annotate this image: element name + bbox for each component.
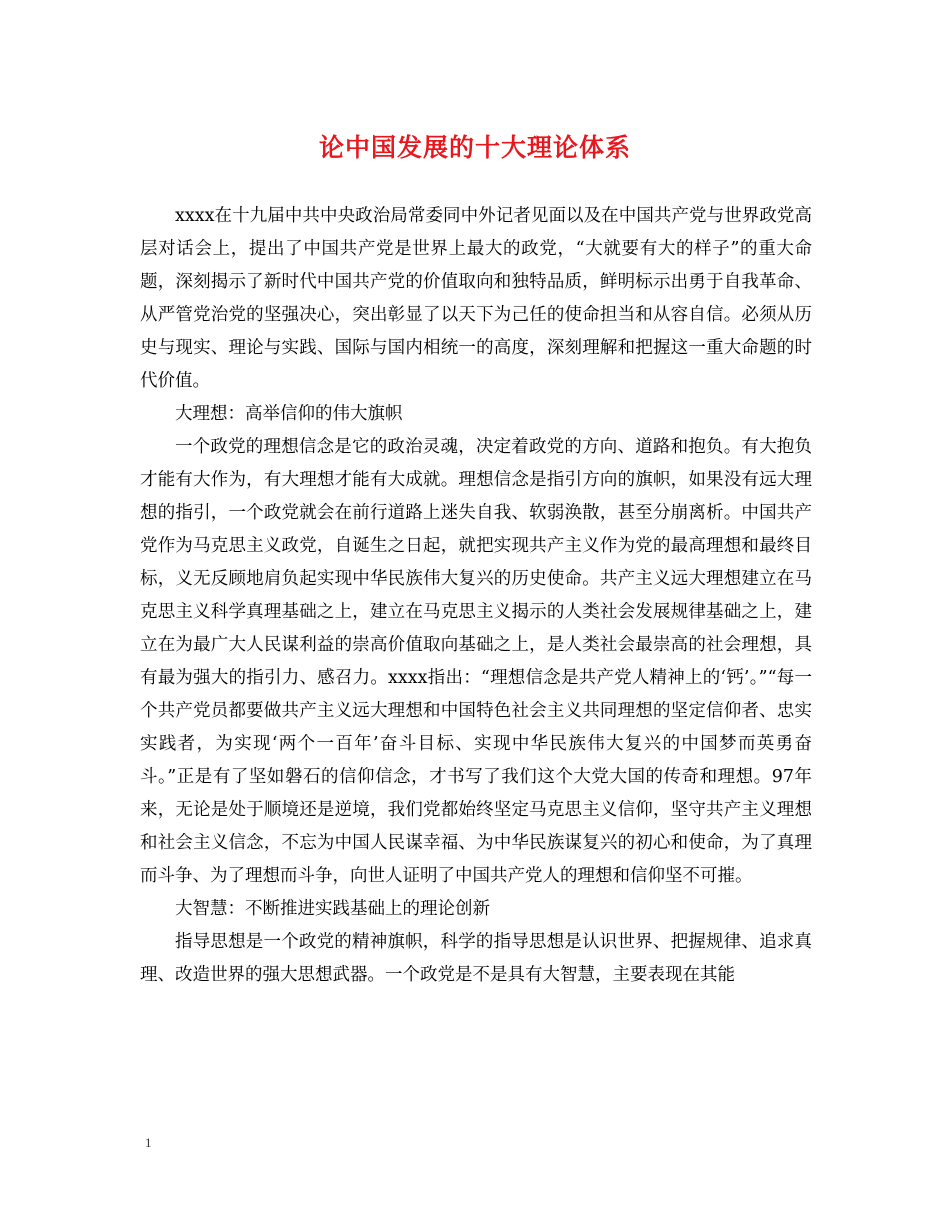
section-heading-wisdom: 大智慧：不断推进实践基础上的理论创新 <box>175 899 490 919</box>
paragraph-wisdom: 指导思想是一个政党的精神旗帜，科学的指导思想是认识世界、把握规律、追求真理、改造世界的强大思想武器。一个政党是不是具有大智慧，主要表现在其能 <box>140 932 812 985</box>
section-heading-ideal: 大理想：高举信仰的伟大旗帜 <box>175 404 403 424</box>
paragraph-intro: xxxx在十九届中共中央政治局常委同中外记者见面以及在中国共产党与世界政党高层对话会上，提出了中国共产党是世界上最大的政党，“大就要有大的样子”的重大命题，深刻揭示了新时代中国共产党的价值取向和独特品质，鲜明标示出勇于自我革命、从严管党治党的坚强决心，突出彰显了以天下为己任的使命担当和从容自信。必须从历史与现实、理论与实践、国际与国内相统一的高度，深刻理解和把握这一重大命题的时代价值。 <box>140 206 812 391</box>
page-number: 1 <box>145 1135 152 1150</box>
document-body <box>140 200 812 992</box>
document-title: 论中国发展的十大理论体系 <box>318 133 631 162</box>
paragraph-ideal: 一个政党的理想信念是它的政治灵魂，决定着政党的方向、道路和抱负。有大抱负才能有大作为，有大理想才能有大成就。理想信念是指引方向的旗帜，如果没有远大理想的指引，一个政党就会在前行道路上迷失自我、软弱涣散，甚至分崩离析。中国共产党作为马克思主义政党，自诞生之日起，就把实现共产主义作为党的最高理想和最终目标，义无反顾地肩负起实现中华民族伟大复兴的历史使命。共产主义远大理想建立在马克思主义科学真理基础之上，建立在马克思主义揭示的人类社会发展规律基础之上，建立在为最广大人民谋利益的崇高价值取向基础之上，是人类社会最崇高的社会理想，具有最为强大的指引力、感召力。xxxx指出：“理想信念是共产党人精神上的‘钙’。”“每一个共产党员都要做共产主义远大理想和中国特色社会主义共同理想的坚定信仰者、忠实实践者，为实现‘两个一百年’奋斗目标、实现中华民族伟大复兴的中国梦而英勇奋斗。”正是有了坚如磐石的信仰信念，才书写了我们这个大党大国的传奇和理想。97年来，无论是处于顺境还是逆境，我们党都始终坚定马克思主义信仰，坚守共产主义理想和社会主义信念，不忘为中国人民谋幸福、为中华民族谋复兴的初心和使命，为了真理而斗争、为了理想而斗争，向世人证明了中国共产党人的理想和信仰坚不可摧。 <box>140 437 812 886</box>
